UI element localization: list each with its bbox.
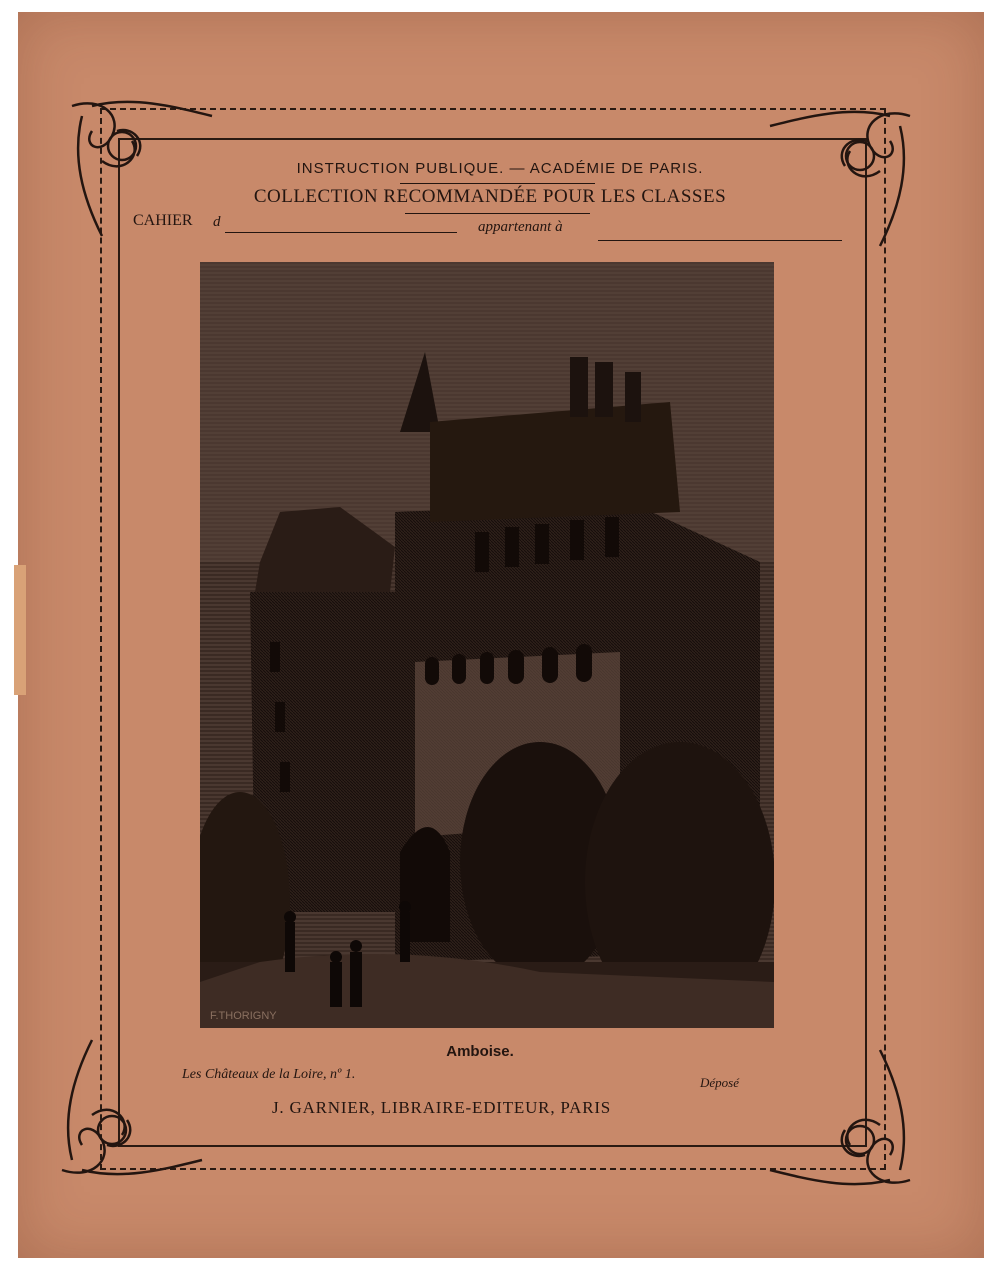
header-collection: COLLECTION RECOMMANDÉE POUR LES CLASSES bbox=[253, 186, 727, 207]
illustration-caption: Amboise. bbox=[446, 1043, 514, 1060]
cahier-subject-line[interactable] bbox=[225, 232, 457, 233]
series-title: Les Châteaux de la Loire, nº 1. bbox=[182, 1067, 356, 1082]
publisher-line: J. GARNIER, LIBRAIRE-EDITEUR, PARIS bbox=[272, 1098, 612, 1117]
cahier-d-label: d bbox=[213, 214, 221, 230]
depose-mark: Déposé bbox=[700, 1075, 739, 1090]
engraver-signature: F.THORIGNY bbox=[210, 1010, 277, 1022]
header-academie: INSTRUCTION PUBLIQUE. — ACADÉMIE DE PARIS. bbox=[296, 160, 704, 177]
corner-ornament-top-right bbox=[760, 96, 920, 256]
header-rule bbox=[400, 183, 595, 184]
header-rule-2 bbox=[405, 213, 590, 214]
amboise-engraving bbox=[200, 262, 774, 1028]
paper-tear bbox=[14, 565, 26, 695]
corner-ornament-bottom-left bbox=[52, 1030, 212, 1190]
owner-name-line[interactable] bbox=[598, 240, 842, 241]
cahier-label: CAHIER bbox=[133, 212, 193, 229]
corner-ornament-bottom-right bbox=[760, 1040, 920, 1200]
appartenant-label: appartenant à bbox=[478, 219, 563, 235]
